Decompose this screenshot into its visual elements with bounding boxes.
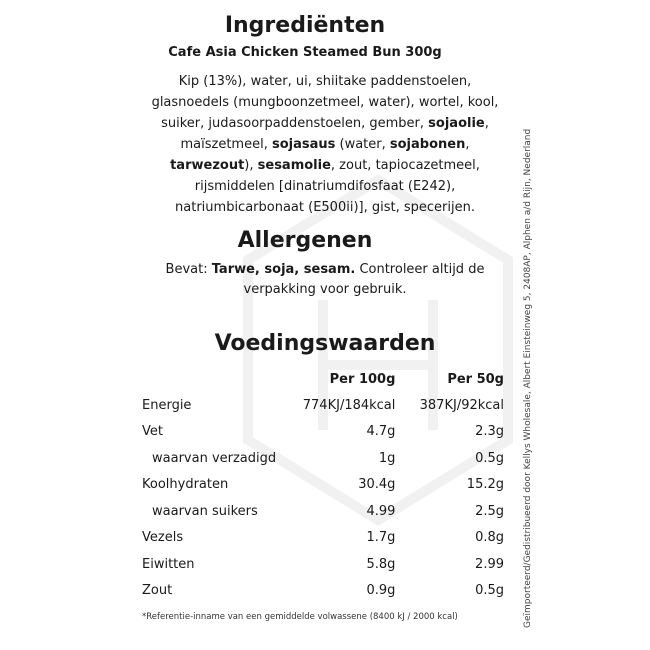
value-per-100g: 4.7g	[366, 424, 396, 440]
ingredients-title: Ingrediënten	[224, 13, 386, 38]
distributor-text: Geïmporteerd/Gedistribueerd door Kellys Wholesale, Albert Einsteinweg 5, 2408AP, Alphen a/d Rijn, Nederland	[523, 128, 533, 628]
value-per-50g: 2.5g	[475, 503, 504, 519]
value-per-50g: 0.5g	[475, 583, 504, 599]
nutrition-title: Voedingswaarden	[214, 331, 436, 356]
ingredient-text: (water,	[335, 137, 390, 152]
nutrition-table	[142, 366, 504, 604]
nutrition-row	[142, 525, 504, 552]
nutrition-header-row	[142, 366, 504, 392]
allergens-text	[145, 260, 505, 300]
ingredients-text	[145, 71, 505, 218]
value-per-50g: 0.8g	[475, 530, 504, 546]
value-per-100g: 1g	[378, 450, 396, 466]
value-per-100g: 1.7g	[366, 530, 396, 546]
nutrition-row	[142, 498, 504, 525]
nutrient-name: Zout	[142, 583, 173, 599]
ingredient-text: Kip (13%), water, ui, shiitake paddenstoelen, glasnoedels (mungboonzetmeel, water), wortel, kool, suiker, judasoorpaddenstoelen, gember,	[151, 74, 499, 131]
nutrition-row	[142, 578, 504, 605]
ingredient-allergen: tarwezout	[170, 158, 245, 173]
ingredient-allergen: sojaolie	[428, 116, 485, 131]
col-per-100g: Per 100g	[329, 371, 396, 387]
nutrient-name: waarvan suikers	[152, 503, 258, 519]
ingredient-allergen: sojabonen	[389, 137, 466, 152]
value-per-100g: 5.8g	[366, 556, 396, 572]
nutrient-name: Vet	[142, 424, 163, 440]
ingredient-text: ,	[465, 137, 470, 152]
ingredient-text: ),	[244, 158, 258, 173]
value-per-100g: 30.4g	[358, 477, 396, 493]
value-per-50g: 387KJ/92kcal	[419, 397, 504, 413]
nutrient-name: waarvan verzadigd	[152, 450, 277, 466]
value-per-100g: 774KJ/184kcal	[302, 397, 396, 413]
allergens-note: Controleer altijd de verpakking voor gebruik.	[243, 262, 485, 297]
allergens-list: Tarwe, soja, sesam.	[211, 262, 356, 277]
value-per-50g: 2.3g	[475, 424, 504, 440]
nutrient-name: Energie	[142, 397, 192, 413]
ingredient-text: , zout, tapiocazetmeel, rijsmiddelen [dinatriumdifosfaat (E242), natriumbicarbonaat (E500ii)], gist, specerijen.	[175, 158, 480, 215]
value-per-50g: 15.2g	[466, 477, 504, 493]
ingredient-allergen: sojasaus	[271, 137, 336, 152]
col-per-50g: Per 50g	[447, 371, 504, 387]
value-per-50g: 0.5g	[475, 450, 504, 466]
value-per-50g: 2.99	[475, 556, 504, 572]
product-name: Cafe Asia Chicken Steamed Bun 300g	[168, 45, 442, 60]
nutrition-row	[142, 472, 504, 499]
nutrient-name: Eiwitten	[142, 556, 195, 572]
footnote: *Referentie-inname van een gemiddelde volwassene (8400 kJ / 2000 kcal)	[142, 612, 458, 622]
ingredient-text: , maïszetmeel,	[180, 116, 489, 152]
value-per-100g: 4.99	[366, 503, 396, 519]
value-per-100g: 0.9g	[366, 583, 396, 599]
allergens-title: Allergenen	[237, 228, 373, 253]
nutrition-row	[142, 392, 504, 419]
nutrient-name: Vezels	[142, 530, 184, 546]
allergens-prefix: Bevat:	[165, 262, 212, 277]
nutrient-name: Koolhydraten	[142, 477, 229, 493]
nutrition-row	[142, 445, 504, 472]
nutrition-row	[142, 551, 504, 578]
ingredient-allergen: sesamolie	[257, 158, 331, 173]
nutrition-row	[142, 419, 504, 446]
